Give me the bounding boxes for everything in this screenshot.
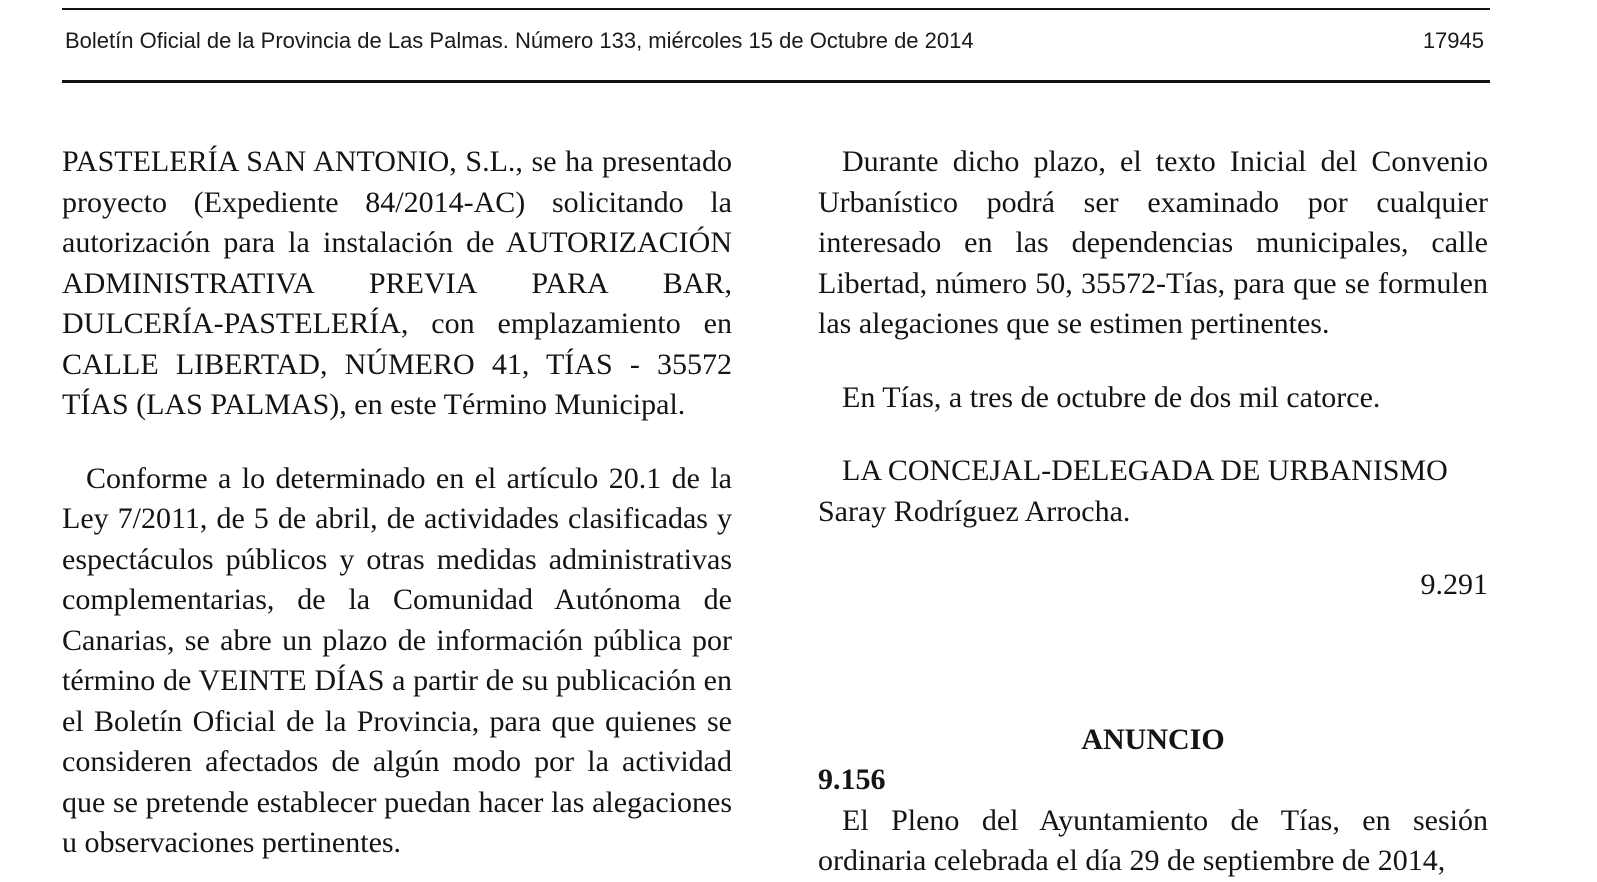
announcement-paragraph: El Pleno del Ayuntamiento de Tías, en sesión ordinaria celebrada el día 29 de septiembre de 2014, (818, 803, 1488, 877)
paragraph-spacer (62, 426, 732, 459)
signatory-title: LA CONCEJAL-DELEGADA DE URBANISMO (842, 454, 1448, 487)
agreement-paragraph: Durante dicho plazo, el texto Inicial del Convenio Urbanístico podrá ser examinado por cualquier interesado en las dependencias municipales, calle Libertad, número 50, 35572-Tías, para que se formulen las alegaciones que se estimen pertinentes. (818, 145, 1488, 340)
paragraph-spacer (818, 418, 1488, 451)
public-information-paragraph: Conforme a lo determinado en el artículo 20.1 de la Ley 7/2011, de 5 de abril, de actividades clasificadas y espectáculos públicos y otras medidas administrativas complementarias, de la Comunidad Autónoma de Canarias, se abre un plazo de información pública por término de VEINTE DÍAS a partir de su publicación en el Boletín Oficial de la Provincia, para que quienes se consideren afectados de algún modo por la actividad que se pretende establecer puedan hacer las alegaciones u observaciones pertinentes. (62, 461, 732, 859)
paragraph-spacer (818, 345, 1488, 378)
reference-number: 9.291 (1420, 568, 1488, 601)
page-header (62, 8, 1490, 83)
signatory-name: Saray Rodríguez Arrocha. (818, 494, 1131, 528)
section-spacer (818, 606, 1488, 720)
place-date-line: En Tías, a tres de octubre de dos mil catorce. (842, 380, 1381, 414)
project-paragraph: PASTELERÍA SAN ANTONIO, S.L., se ha presentado proyecto (Expediente 84/2014-AC) solicitando la autorización para la instalación de AUTORIZACIÓN ADMINISTRATIVA PREVIA PARA BAR, DULCERÍA-PASTELERÍA, con emplazamiento en CALLE LIBERTAD, NÚMERO 41, TÍAS - 35572 TÍAS (LAS PALMAS), en este Término Municipal. (62, 145, 732, 421)
paragraph-spacer (818, 532, 1488, 565)
left-column (62, 142, 732, 864)
page-number: 17945 (1422, 28, 1484, 53)
announcement-heading: ANUNCIO (1081, 722, 1225, 756)
announcement-number: 9.156 (818, 763, 886, 796)
bulletin-title: Boletín Oficial de la Provincia de Las Palmas. Número 133, miércoles 15 de Octubre de 2014 (65, 28, 974, 53)
right-column (818, 142, 1488, 882)
